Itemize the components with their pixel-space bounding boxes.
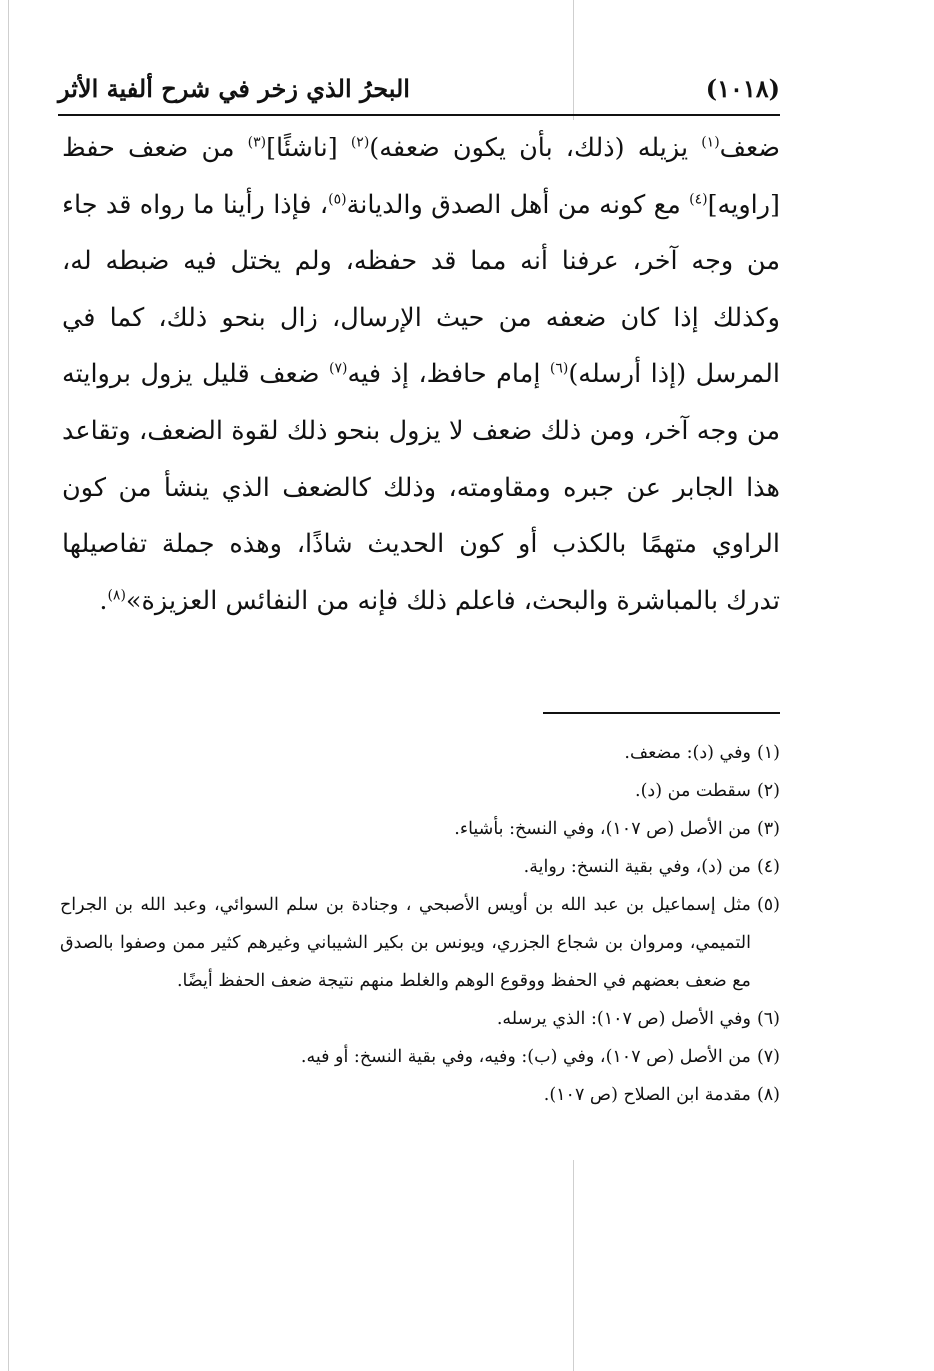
footnote-ref: (٥) xyxy=(328,191,347,208)
text-segment: ، فإذا رأينا ما رواه قد جاء من وجه آخر، عرفنا أنه مما قد حفظه، ولم يختل فيه ضبطه له، وكذلك إذا كان ضعفه من حيث الإرسال، زال بنحو ذلك، كما في المرسل (إذا أرسله) xyxy=(62,189,780,390)
footnote-text: من الأصل (ص ١٠٧)، وفي (ب): وفيه، وفي بقية النسخ: أو فيه. xyxy=(300,1047,751,1067)
footnote-7 xyxy=(60,1038,780,1076)
scan-fold-line-bottom xyxy=(573,1160,574,1371)
footnotes-list xyxy=(60,734,780,1114)
text-segment: . xyxy=(99,585,108,616)
footnote-number: (٥) xyxy=(756,895,780,915)
footnote-ref: (١) xyxy=(701,134,720,151)
footnote-text: من الأصل (ص ١٠٧)، وفي النسخ: بأشياء. xyxy=(454,819,751,839)
footnote-text: سقطت من (د). xyxy=(635,781,751,801)
text-segment: إمام حافظ، إذ فيه xyxy=(347,359,550,390)
footnote-text: وفي (د): مضعف. xyxy=(624,743,751,763)
footnote-6 xyxy=(60,1000,780,1038)
page-number: (١٠١٨) xyxy=(705,74,780,103)
footnote-text: مقدمة ابن الصلاح (ص ١٠٧). xyxy=(543,1085,751,1105)
footnote-text: وفي الأصل (ص ١٠٧): الذي يرسله. xyxy=(496,1009,751,1029)
footnote-4 xyxy=(60,848,780,886)
footnote-text: مثل إسماعيل بن عبد الله بن أويس الأصبحي ، وجنادة بن سلم السوائي، وعبد الله بن الجراح التميمي، ومروان بن شجاع الجزري، ويونس بن بكير الشيباني وغيرهم كثير ممن وصفوا بالصدق مع ضعف بعضهم في الحفظ ووقوع الوهم والغلط منهم نتيجة ضعف الحفظ أيضًا. xyxy=(60,895,751,991)
footnote-number: (٧) xyxy=(756,1047,780,1067)
footnote-5 xyxy=(60,886,780,1000)
footnote-number: (٦) xyxy=(756,1009,780,1029)
text-segment: يزيله (ذلك، بأن يكون ضعفه) xyxy=(369,133,702,163)
footnote-ref: (٤) xyxy=(689,191,708,208)
footnote-number: (١) xyxy=(756,743,780,763)
book-title: البحرُ الذي زخر في شرح ألفية الأثر xyxy=(58,74,410,103)
text-segment: ضعف قليل يزول بروايته من وجه آخر، ومن ذلك ضعف لا يزول بنحو ذلك لقوة الضعف، وتقاعد هذا الجابر عن جبره ومقاومته، وذلك كالضعف الذي ينشأ من كون الراوي متهمًا بالكذب أو كون الحديث شاذًا، وهذه جملة تفاصيلها تدرك بالمباشرة والبحث، فاعلم ذلك فإنه من النفائس العزيزة» xyxy=(62,359,780,616)
footnote-number: (٤) xyxy=(756,857,780,877)
footnote-separator xyxy=(543,712,780,714)
scan-edge-line xyxy=(8,0,9,1371)
text-segment: [ناشئًا] xyxy=(266,133,351,163)
text-segment: من ضعف حفظ [راويه] xyxy=(62,133,780,220)
footnote-1 xyxy=(60,734,780,772)
footnote-text: من (د)، وفي بقية النسخ: رواية. xyxy=(523,857,751,877)
main-text xyxy=(62,120,780,629)
footnote-number: (٣) xyxy=(756,819,780,839)
footnote-ref: (٨) xyxy=(107,587,126,604)
footnote-ref: (٢) xyxy=(350,134,370,151)
footnote-number: (٢) xyxy=(756,781,780,801)
footnote-ref: (٣) xyxy=(247,134,267,151)
footnote-number: (٨) xyxy=(756,1085,780,1105)
footnote-3 xyxy=(60,810,780,848)
header-rule xyxy=(58,114,780,116)
text-segment: مع كونه من أهل الصدق والديانة xyxy=(346,189,690,220)
text-segment: ضعف xyxy=(719,133,781,163)
footnote-ref: (٧) xyxy=(329,360,348,377)
running-header xyxy=(58,74,780,114)
footnote-2 xyxy=(60,772,780,810)
footnote-ref: (٦) xyxy=(549,360,569,377)
footnote-8 xyxy=(60,1076,780,1114)
